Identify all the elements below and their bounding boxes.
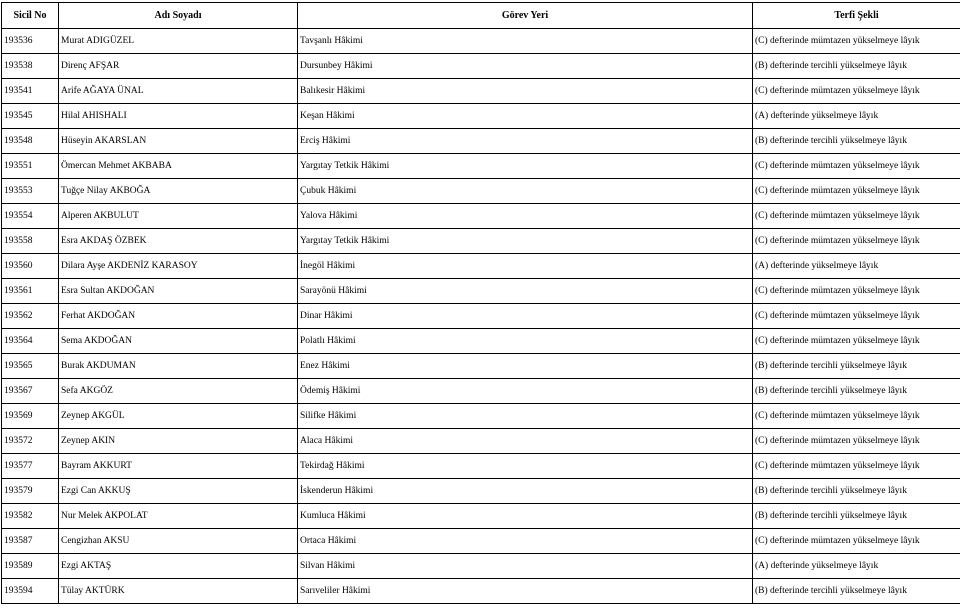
- cell-gorev-yeri: Yargıtay Tetkik Hâkimi: [298, 154, 753, 179]
- table-row: [2, 304, 960, 329]
- cell-gorev-yeri: Kumluca Hâkimi: [298, 504, 753, 529]
- table-row: [2, 254, 960, 279]
- cell-sicil-no: 193558: [2, 229, 59, 254]
- cell-terfi-sekli: (A) defterinde yükselmeye lâyık: [753, 254, 960, 279]
- table-row: [2, 579, 960, 604]
- cell-sicil-no: 193541: [2, 79, 59, 104]
- cell-adi-soyadi: Arife AĞAYA ÜNAL: [59, 79, 298, 104]
- cell-gorev-yeri: Alaca Hâkimi: [298, 429, 753, 454]
- cell-gorev-yeri: Dinar Hâkimi: [298, 304, 753, 329]
- cell-terfi-sekli: (C) defterinde mümtazen yükselmeye lâyık: [753, 229, 960, 254]
- cell-terfi-sekli: (C) defterinde mümtazen yükselmeye lâyık: [753, 404, 960, 429]
- table-row: [2, 404, 960, 429]
- table-body: [2, 29, 960, 604]
- cell-adi-soyadi: Tuğçe Nilay AKBOĞA: [59, 179, 298, 204]
- cell-sicil-no: 193548: [2, 129, 59, 154]
- cell-gorev-yeri: İnegöl Hâkimi: [298, 254, 753, 279]
- cell-sicil-no: 193536: [2, 29, 59, 54]
- table-row: [2, 379, 960, 404]
- cell-gorev-yeri: Balıkesir Hâkimi: [298, 79, 753, 104]
- cell-terfi-sekli: (C) defterinde mümtazen yükselmeye lâyık: [753, 279, 960, 304]
- cell-adi-soyadi: Dilara Ayşe AKDENİZ KARASOY: [59, 254, 298, 279]
- cell-gorev-yeri: Sarayönü Hâkimi: [298, 279, 753, 304]
- cell-gorev-yeri: Ödemiş Hâkimi: [298, 379, 753, 404]
- table-row: [2, 54, 960, 79]
- table-row: [2, 529, 960, 554]
- cell-adi-soyadi: Esra Sultan AKDOĞAN: [59, 279, 298, 304]
- cell-gorev-yeri: İskenderun Hâkimi: [298, 479, 753, 504]
- cell-adi-soyadi: Ferhat AKDOĞAN: [59, 304, 298, 329]
- cell-sicil-no: 193560: [2, 254, 59, 279]
- table-row: [2, 279, 960, 304]
- cell-adi-soyadi: Hüseyin AKARSLAN: [59, 129, 298, 154]
- table-row: [2, 329, 960, 354]
- cell-sicil-no: 193562: [2, 304, 59, 329]
- cell-adi-soyadi: Sefa AKGÖZ: [59, 379, 298, 404]
- cell-sicil-no: 193594: [2, 579, 59, 604]
- table-row: [2, 229, 960, 254]
- table-row: [2, 454, 960, 479]
- cell-sicil-no: 193582: [2, 504, 59, 529]
- cell-adi-soyadi: Sema AKDOĞAN: [59, 329, 298, 354]
- cell-adi-soyadi: Esra AKDAŞ ÖZBEK: [59, 229, 298, 254]
- cell-sicil-no: 193587: [2, 529, 59, 554]
- cell-sicil-no: 193561: [2, 279, 59, 304]
- table-row: [2, 79, 960, 104]
- cell-gorev-yeri: Polatlı Hâkimi: [298, 329, 753, 354]
- cell-gorev-yeri: Ortaca Hâkimi: [298, 529, 753, 554]
- cell-adi-soyadi: Burak AKDUMAN: [59, 354, 298, 379]
- table-row: [2, 129, 960, 154]
- cell-terfi-sekli: (C) defterinde mümtazen yükselmeye lâyık: [753, 79, 960, 104]
- table-row: [2, 104, 960, 129]
- cell-gorev-yeri: Erciş Hâkimi: [298, 129, 753, 154]
- cell-terfi-sekli: (B) defterinde tercihli yükselmeye lâyık: [753, 54, 960, 79]
- cell-terfi-sekli: (C) defterinde mümtazen yükselmeye lâyık: [753, 454, 960, 479]
- cell-gorev-yeri: Dursunbey Hâkimi: [298, 54, 753, 79]
- cell-gorev-yeri: Tavşanlı Hâkimi: [298, 29, 753, 54]
- cell-gorev-yeri: Silifke Hâkimi: [298, 404, 753, 429]
- cell-gorev-yeri: Enez Hâkimi: [298, 354, 753, 379]
- header-gorev-yeri: Görev Yeri: [298, 3, 753, 29]
- cell-adi-soyadi: Ezgi AKTAŞ: [59, 554, 298, 579]
- header-terfi-sekli: Terfi Şekli: [753, 3, 960, 29]
- cell-sicil-no: 193579: [2, 479, 59, 504]
- cell-sicil-no: 193565: [2, 354, 59, 379]
- table-row: [2, 429, 960, 454]
- cell-terfi-sekli: (C) defterinde mümtazen yükselmeye lâyık: [753, 529, 960, 554]
- cell-gorev-yeri: Sarıveliler Hâkimi: [298, 579, 753, 604]
- cell-terfi-sekli: (B) defterinde tercihli yükselmeye lâyık: [753, 379, 960, 404]
- header-adi-soyadi: Adı Soyadı: [59, 3, 298, 29]
- cell-terfi-sekli: (B) defterinde tercihli yükselmeye lâyık: [753, 579, 960, 604]
- cell-terfi-sekli: (A) defterinde yükselmeye lâyık: [753, 104, 960, 129]
- cell-terfi-sekli: (C) defterinde mümtazen yükselmeye lâyık: [753, 204, 960, 229]
- cell-sicil-no: 193538: [2, 54, 59, 79]
- table-row: [2, 354, 960, 379]
- cell-adi-soyadi: Alperen AKBULUT: [59, 204, 298, 229]
- cell-gorev-yeri: Yargıtay Tetkik Hâkimi: [298, 229, 753, 254]
- cell-adi-soyadi: Murat ADIGÜZEL: [59, 29, 298, 54]
- table-row: [2, 179, 960, 204]
- cell-terfi-sekli: (C) defterinde mümtazen yükselmeye lâyık: [753, 329, 960, 354]
- cell-terfi-sekli: (C) defterinde mümtazen yükselmeye lâyık: [753, 29, 960, 54]
- cell-adi-soyadi: Direnç AFŞAR: [59, 54, 298, 79]
- cell-adi-soyadi: Nur Melek AKPOLAT: [59, 504, 298, 529]
- table-row: [2, 154, 960, 179]
- cell-gorev-yeri: Tekirdağ Hâkimi: [298, 454, 753, 479]
- cell-adi-soyadi: Tülay AKTÜRK: [59, 579, 298, 604]
- cell-terfi-sekli: (B) defterinde tercihli yükselmeye lâyık: [753, 479, 960, 504]
- cell-terfi-sekli: (C) defterinde mümtazen yükselmeye lâyık: [753, 179, 960, 204]
- cell-gorev-yeri: Keşan Hâkimi: [298, 104, 753, 129]
- table-row: [2, 504, 960, 529]
- cell-gorev-yeri: Çubuk Hâkimi: [298, 179, 753, 204]
- table-row: [2, 479, 960, 504]
- cell-terfi-sekli: (C) defterinde mümtazen yükselmeye lâyık: [753, 429, 960, 454]
- cell-sicil-no: 193551: [2, 154, 59, 179]
- cell-terfi-sekli: (B) defterinde tercihli yükselmeye lâyık: [753, 129, 960, 154]
- cell-sicil-no: 193553: [2, 179, 59, 204]
- cell-adi-soyadi: Bayram AKKURT: [59, 454, 298, 479]
- cell-gorev-yeri: Silvan Hâkimi: [298, 554, 753, 579]
- cell-terfi-sekli: (B) defterinde tercihli yükselmeye lâyık: [753, 354, 960, 379]
- cell-sicil-no: 193589: [2, 554, 59, 579]
- cell-adi-soyadi: Zeynep AKIN: [59, 429, 298, 454]
- cell-gorev-yeri: Yalova Hâkimi: [298, 204, 753, 229]
- header-sicil-no: Sicil No: [2, 3, 59, 29]
- cell-terfi-sekli: (C) defterinde mümtazen yükselmeye lâyık: [753, 154, 960, 179]
- cell-sicil-no: 193564: [2, 329, 59, 354]
- cell-sicil-no: 193569: [2, 404, 59, 429]
- cell-adi-soyadi: Ömercan Mehmet AKBABA: [59, 154, 298, 179]
- cell-sicil-no: 193567: [2, 379, 59, 404]
- cell-adi-soyadi: Ezgi Can AKKUŞ: [59, 479, 298, 504]
- cell-adi-soyadi: Hilal AHISHALI: [59, 104, 298, 129]
- cell-terfi-sekli: (B) defterinde tercihli yükselmeye lâyık: [753, 504, 960, 529]
- table-row: [2, 204, 960, 229]
- promotion-table: [1, 2, 960, 604]
- table-row: [2, 554, 960, 579]
- cell-adi-soyadi: Zeynep AKGÜL: [59, 404, 298, 429]
- cell-sicil-no: 193572: [2, 429, 59, 454]
- table-header-row: [2, 3, 960, 29]
- cell-sicil-no: 193545: [2, 104, 59, 129]
- cell-sicil-no: 193577: [2, 454, 59, 479]
- cell-terfi-sekli: (C) defterinde mümtazen yükselmeye lâyık: [753, 304, 960, 329]
- cell-adi-soyadi: Cengizhan AKSU: [59, 529, 298, 554]
- cell-sicil-no: 193554: [2, 204, 59, 229]
- table-row: [2, 29, 960, 54]
- cell-terfi-sekli: (A) defterinde yükselmeye lâyık: [753, 554, 960, 579]
